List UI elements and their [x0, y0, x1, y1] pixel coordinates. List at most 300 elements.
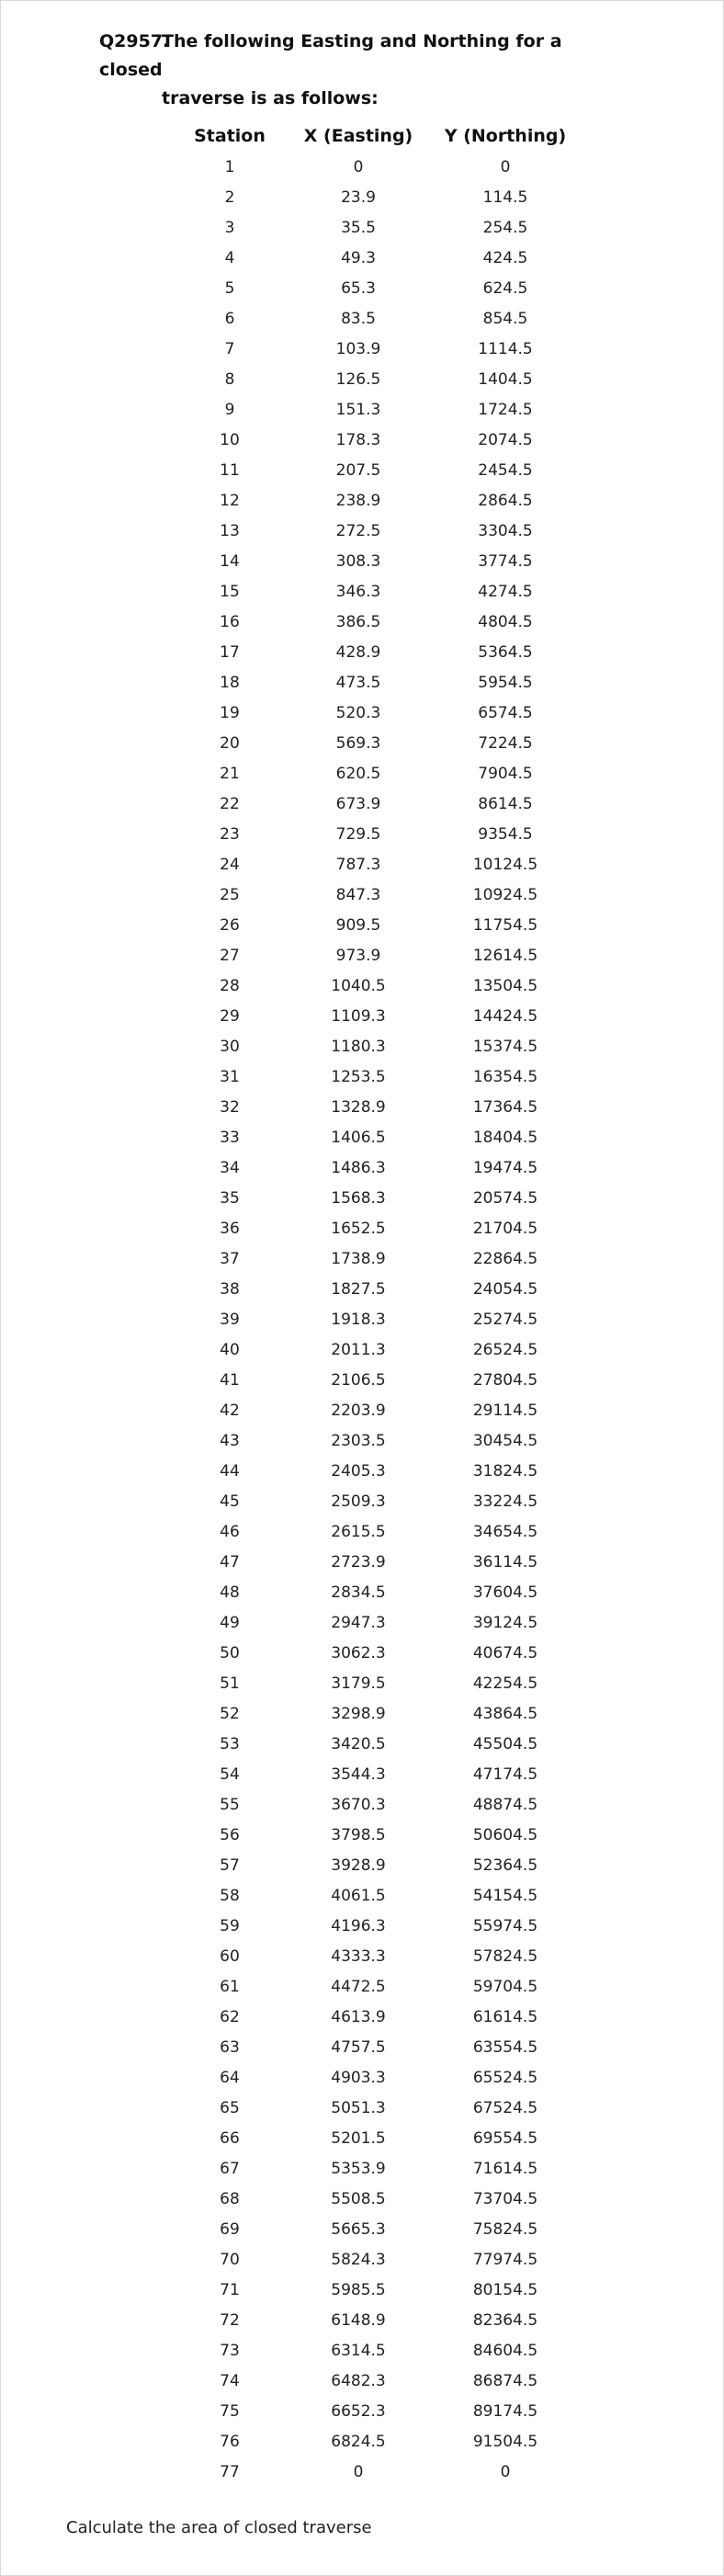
- station-cell: 45: [220, 1492, 240, 1511]
- table-row: [175, 244, 579, 274]
- easting-cell: 1109.3: [331, 1007, 386, 1026]
- question-number: Q2957.: [99, 31, 170, 51]
- easting-cell: 6652.3: [331, 2402, 386, 2421]
- northing-cell: 2454.5: [478, 461, 533, 480]
- table-row: [175, 1790, 579, 1821]
- northing-cell: 65524.5: [472, 2069, 538, 2087]
- station-cell: 26: [220, 916, 240, 935]
- table-row: [175, 1912, 579, 1942]
- station-cell: 19: [220, 704, 240, 722]
- northing-cell: 8614.5: [478, 795, 533, 813]
- northing-cell: 25274.5: [472, 1311, 538, 1329]
- northing-cell: 40674.5: [472, 1644, 538, 1662]
- northing-cell: 19474.5: [472, 1159, 538, 1177]
- table-row: [175, 1881, 579, 1912]
- station-cell: 4: [224, 249, 235, 267]
- table-row: [175, 1123, 579, 1153]
- question-text-line-1: The following Easting and Northing for a closed: [99, 31, 562, 80]
- northing-cell: 15374.5: [472, 1038, 538, 1056]
- station-cell: 76: [220, 2433, 240, 2451]
- easting-cell: 0: [353, 158, 364, 176]
- northing-cell: 3774.5: [478, 552, 533, 571]
- northing-cell: 31824.5: [472, 1462, 538, 1481]
- table-row: [175, 486, 579, 516]
- table-row: [175, 1214, 579, 1244]
- northing-cell: 854.5: [482, 310, 528, 328]
- station-cell: 43: [220, 1432, 240, 1450]
- northing-cell: 57824.5: [472, 1947, 538, 1966]
- northing-cell: 37604.5: [472, 1583, 538, 1602]
- table-row: [175, 1275, 579, 1305]
- table-row: [175, 577, 579, 607]
- northing-cell: 24054.5: [472, 1280, 538, 1299]
- station-cell: 54: [220, 1765, 240, 1784]
- station-cell: 13: [220, 522, 240, 540]
- station-cell: 25: [220, 886, 240, 904]
- station-cell: 66: [220, 2129, 240, 2148]
- easting-cell: 1652.5: [331, 1220, 386, 1238]
- table-row: [175, 365, 579, 395]
- northing-cell: 9354.5: [478, 825, 533, 844]
- northing-cell: 5954.5: [478, 674, 533, 692]
- station-cell: 14: [220, 552, 240, 571]
- station-cell: 77: [220, 2463, 240, 2481]
- easting-cell: 5508.5: [331, 2190, 386, 2208]
- easting-cell: 5985.5: [331, 2281, 386, 2299]
- station-cell: 38: [220, 1280, 240, 1299]
- easting-cell: 103.9: [335, 340, 381, 358]
- easting-cell: 1180.3: [331, 1038, 386, 1056]
- station-cell: 62: [220, 2008, 240, 2026]
- station-cell: 36: [220, 1220, 240, 1238]
- easting-cell: 520.3: [335, 704, 381, 722]
- northing-cell: 114.5: [482, 188, 528, 207]
- easting-cell: 2947.3: [331, 1614, 386, 1632]
- northing-cell: 11754.5: [472, 916, 538, 935]
- easting-cell: 1040.5: [331, 977, 386, 995]
- easting-cell: 3928.9: [331, 1856, 386, 1875]
- table-row: [175, 2063, 579, 2094]
- table-row: [175, 1730, 579, 1760]
- easting-cell: 3179.5: [331, 1674, 386, 1693]
- easting-cell: 2011.3: [331, 1341, 386, 1359]
- northing-cell: 16354.5: [472, 1068, 538, 1086]
- table-row: [175, 638, 579, 668]
- station-cell: 5: [224, 279, 235, 298]
- station-cell: 64: [220, 2069, 240, 2087]
- northing-cell: 5364.5: [478, 643, 533, 662]
- northing-cell: 7224.5: [478, 734, 533, 753]
- station-cell: 16: [220, 613, 240, 631]
- station-cell: 70: [220, 2251, 240, 2269]
- table-row: [175, 426, 579, 456]
- table-row: [175, 1487, 579, 1517]
- station-cell: 7: [224, 340, 235, 358]
- station-cell: 11: [220, 461, 240, 480]
- easting-cell: 1253.5: [331, 1068, 386, 1086]
- table-row: [175, 911, 579, 941]
- northing-cell: 61614.5: [472, 2008, 538, 2026]
- table-row: [175, 1062, 579, 1093]
- easting-cell: 126.5: [335, 370, 381, 389]
- station-cell: 20: [220, 734, 240, 753]
- station-cell: 65: [220, 2099, 240, 2117]
- easting-cell: 1918.3: [331, 1311, 386, 1329]
- northing-cell: 67524.5: [472, 2099, 538, 2117]
- easting-cell: 1328.9: [331, 1098, 386, 1117]
- easting-cell: 909.5: [335, 916, 381, 935]
- table-row: [175, 1335, 579, 1366]
- northing-cell: 43864.5: [472, 1705, 538, 1723]
- easting-cell: 847.3: [335, 886, 381, 904]
- northing-cell: 86874.5: [472, 2372, 538, 2390]
- easting-cell: 2615.5: [331, 1523, 386, 1541]
- table-row: [175, 153, 579, 183]
- northing-cell: 36114.5: [472, 1553, 538, 1572]
- station-cell: 42: [220, 1401, 240, 1420]
- northing-cell: 3304.5: [478, 522, 533, 540]
- easting-cell: 178.3: [335, 431, 381, 449]
- easting-cell: 272.5: [335, 522, 381, 540]
- station-cell: 63: [220, 2038, 240, 2057]
- easting-cell: 6824.5: [331, 2433, 386, 2451]
- easting-cell: 207.5: [335, 461, 381, 480]
- station-cell: 40: [220, 1341, 240, 1359]
- northing-cell: 82364.5: [472, 2311, 538, 2330]
- table-row: [175, 213, 579, 244]
- easting-cell: 308.3: [335, 552, 381, 571]
- northing-cell: 10924.5: [472, 886, 538, 904]
- easting-cell: 2303.5: [331, 1432, 386, 1450]
- northing-cell: 91504.5: [472, 2433, 538, 2451]
- table-row: [175, 2397, 579, 2427]
- table-row: [175, 1821, 579, 1851]
- easting-cell: 787.3: [335, 856, 381, 874]
- station-cell: 67: [220, 2160, 240, 2178]
- station-cell: 34: [220, 1159, 240, 1177]
- station-cell: 74: [220, 2372, 240, 2390]
- northing-cell: 89174.5: [472, 2402, 538, 2421]
- northing-cell: 1404.5: [478, 370, 533, 389]
- northing-cell: 39124.5: [472, 1614, 538, 1632]
- table-row: [175, 1457, 579, 1487]
- easting-cell: 5201.5: [331, 2129, 386, 2148]
- station-cell: 49: [220, 1614, 240, 1632]
- instruction-text: Calculate the area of closed traverse: [66, 2518, 372, 2537]
- northing-cell: 29114.5: [472, 1401, 538, 1420]
- northing-cell: 42254.5: [472, 1674, 538, 1693]
- table-row: [175, 2457, 579, 2488]
- station-cell: 6: [224, 310, 235, 328]
- easting-cell: 1568.3: [331, 1189, 386, 1208]
- easting-cell: 473.5: [335, 674, 381, 692]
- table-row: [175, 395, 579, 426]
- table-row: [175, 1608, 579, 1639]
- table-row: [175, 2215, 579, 2245]
- northing-cell: 69554.5: [472, 2129, 538, 2148]
- easting-cell: 5824.3: [331, 2251, 386, 2269]
- northing-cell: 0: [500, 158, 511, 176]
- easting-cell: 35.5: [341, 219, 376, 237]
- question-line-1: [99, 28, 614, 85]
- easting-cell: 151.3: [335, 401, 381, 419]
- station-cell: 61: [220, 1978, 240, 1996]
- easting-cell: 973.9: [335, 947, 381, 965]
- station-cell: 1: [224, 158, 235, 176]
- table-row: [175, 1578, 579, 1608]
- station-cell: 24: [220, 856, 240, 874]
- station-cell: 53: [220, 1735, 240, 1753]
- table-row: [175, 2427, 579, 2457]
- table-row: [175, 2245, 579, 2275]
- easting-cell: 5051.3: [331, 2099, 386, 2117]
- table-row: [175, 820, 579, 850]
- station-cell: 59: [220, 1917, 240, 1935]
- table-row: [175, 850, 579, 880]
- station-cell: 48: [220, 1583, 240, 1602]
- station-cell: 58: [220, 1887, 240, 1905]
- table-row: [175, 2184, 579, 2215]
- northing-cell: 4804.5: [478, 613, 533, 631]
- table-row: [175, 1517, 579, 1548]
- easting-cell: 65.3: [341, 279, 376, 298]
- station-cell: 15: [220, 583, 240, 601]
- table-row: [175, 1639, 579, 1669]
- station-cell: 46: [220, 1523, 240, 1541]
- easting-cell: 238.9: [335, 492, 381, 510]
- northing-cell: 624.5: [482, 279, 528, 298]
- easting-cell: 3798.5: [331, 1826, 386, 1844]
- station-cell: 69: [220, 2220, 240, 2239]
- easting-cell: 2405.3: [331, 1462, 386, 1481]
- northing-cell: 27804.5: [472, 1371, 538, 1390]
- station-cell: 55: [220, 1796, 240, 1814]
- northing-cell: 34654.5: [472, 1523, 538, 1541]
- table-row: [175, 1305, 579, 1335]
- table-row: [175, 1669, 579, 1699]
- northing-cell: 1724.5: [478, 401, 533, 419]
- table-row: [175, 547, 579, 577]
- northing-cell: 13504.5: [472, 977, 538, 995]
- easting-cell: 729.5: [335, 825, 381, 844]
- station-cell: 75: [220, 2402, 240, 2421]
- easting-cell: 569.3: [335, 734, 381, 753]
- station-cell: 21: [220, 765, 240, 783]
- easting-cell: 83.5: [341, 310, 376, 328]
- table-row: [175, 941, 579, 971]
- station-cell: 57: [220, 1856, 240, 1875]
- station-cell: 41: [220, 1371, 240, 1390]
- northing-cell: 45504.5: [472, 1735, 538, 1753]
- easting-cell: 4903.3: [331, 2069, 386, 2087]
- table-row: [175, 607, 579, 638]
- easting-cell: 4757.5: [331, 2038, 386, 2057]
- easting-cell: 2106.5: [331, 1371, 386, 1390]
- easting-cell: 620.5: [335, 765, 381, 783]
- station-cell: 52: [220, 1705, 240, 1723]
- northing-cell: 6574.5: [478, 704, 533, 722]
- table-row: [175, 2033, 579, 2063]
- easting-cell: 6482.3: [331, 2372, 386, 2390]
- easting-cell: 2509.3: [331, 1492, 386, 1511]
- northing-cell: 14424.5: [472, 1007, 538, 1026]
- northing-cell: 2074.5: [478, 431, 533, 449]
- station-cell: 28: [220, 977, 240, 995]
- table-row: [175, 1093, 579, 1123]
- station-cell: 12: [220, 492, 240, 510]
- northing-cell: 26524.5: [472, 1341, 538, 1359]
- easting-cell: 1406.5: [331, 1129, 386, 1147]
- station-cell: 60: [220, 1947, 240, 1966]
- table-row: [175, 698, 579, 729]
- northing-cell: 84604.5: [472, 2342, 538, 2360]
- northing-cell: 75824.5: [472, 2220, 538, 2239]
- northing-cell: 55974.5: [472, 1917, 538, 1935]
- table-row: [175, 1851, 579, 1881]
- easting-cell: 3298.9: [331, 1705, 386, 1723]
- station-cell: 3: [224, 219, 235, 237]
- northing-cell: 7904.5: [478, 765, 533, 783]
- table-row: [175, 1153, 579, 1184]
- station-cell: 10: [220, 431, 240, 449]
- table-row: [175, 2366, 579, 2397]
- easting-cell: 23.9: [341, 188, 376, 207]
- table-row: [175, 183, 579, 213]
- station-cell: 47: [220, 1553, 240, 1572]
- station-cell: 73: [220, 2342, 240, 2360]
- easting-cell: 5665.3: [331, 2220, 386, 2239]
- station-cell: 29: [220, 1007, 240, 1026]
- easting-cell: 3544.3: [331, 1765, 386, 1784]
- easting-cell: 4472.5: [331, 1978, 386, 1996]
- table-row: [175, 1032, 579, 1062]
- header-northing: Y (Northing): [444, 126, 567, 146]
- easting-cell: 0: [353, 2463, 364, 2481]
- northing-cell: 12614.5: [472, 947, 538, 965]
- easting-cell: 3062.3: [331, 1644, 386, 1662]
- northing-cell: 10124.5: [472, 856, 538, 874]
- easting-cell: 4061.5: [331, 1887, 386, 1905]
- easting-cell: 386.5: [335, 613, 381, 631]
- northing-cell: 4274.5: [478, 583, 533, 601]
- station-cell: 8: [224, 370, 235, 389]
- easting-cell: 1738.9: [331, 1250, 386, 1268]
- table-row: [175, 1366, 579, 1396]
- northing-cell: 254.5: [482, 219, 528, 237]
- header-station: Station: [194, 126, 266, 146]
- station-cell: 27: [220, 947, 240, 965]
- question-text-line-2: traverse is as follows:: [162, 88, 379, 108]
- station-cell: 68: [220, 2190, 240, 2208]
- easting-cell: 3670.3: [331, 1796, 386, 1814]
- northing-cell: 73704.5: [472, 2190, 538, 2208]
- northing-cell: 71614.5: [472, 2160, 538, 2178]
- station-cell: 31: [220, 1068, 240, 1086]
- northing-cell: 33224.5: [472, 1492, 538, 1511]
- easting-cell: 3420.5: [331, 1735, 386, 1753]
- table-row: [175, 1426, 579, 1457]
- station-cell: 51: [220, 1674, 240, 1693]
- table-row: [175, 516, 579, 547]
- easting-cell: 2723.9: [331, 1553, 386, 1572]
- northing-cell: 21704.5: [472, 1220, 538, 1238]
- northing-cell: 80154.5: [472, 2281, 538, 2299]
- question-header: [99, 28, 614, 113]
- northing-cell: 50604.5: [472, 1826, 538, 1844]
- table-row: [175, 2306, 579, 2336]
- station-cell: 33: [220, 1129, 240, 1147]
- table-row: [175, 880, 579, 911]
- northing-cell: 17364.5: [472, 1098, 538, 1117]
- table-row: [175, 729, 579, 759]
- table-body: [175, 153, 579, 2488]
- northing-cell: 424.5: [482, 249, 528, 267]
- table-row: [175, 1699, 579, 1730]
- station-cell: 32: [220, 1098, 240, 1117]
- table-row: [175, 1942, 579, 1972]
- table-row: [175, 789, 579, 820]
- station-cell: 37: [220, 1250, 240, 1268]
- easting-cell: 1827.5: [331, 1280, 386, 1299]
- table-row: [175, 2124, 579, 2154]
- easting-cell: 6314.5: [331, 2342, 386, 2360]
- station-cell: 50: [220, 1644, 240, 1662]
- station-cell: 18: [220, 674, 240, 692]
- easting-cell: 5353.9: [331, 2160, 386, 2178]
- easting-cell: 4333.3: [331, 1947, 386, 1966]
- easting-cell: 1486.3: [331, 1159, 386, 1177]
- traverse-table: [175, 119, 579, 2488]
- table-row: [175, 304, 579, 335]
- station-cell: 9: [224, 401, 235, 419]
- northing-cell: 59704.5: [472, 1978, 538, 1996]
- table-row: [175, 2154, 579, 2184]
- table-row: [175, 1244, 579, 1275]
- table-row: [175, 2336, 579, 2366]
- table-row: [175, 1184, 579, 1214]
- northing-cell: 63554.5: [472, 2038, 538, 2057]
- station-cell: 56: [220, 1826, 240, 1844]
- northing-cell: 77974.5: [472, 2251, 538, 2269]
- station-cell: 71: [220, 2281, 240, 2299]
- header-easting: X (Easting): [303, 126, 413, 146]
- station-cell: 44: [220, 1462, 240, 1481]
- table-header-row: [175, 119, 579, 153]
- northing-cell: 0: [500, 2463, 511, 2481]
- station-cell: 2: [224, 188, 235, 207]
- station-cell: 72: [220, 2311, 240, 2330]
- easting-cell: 6148.9: [331, 2311, 386, 2330]
- easting-cell: 2834.5: [331, 1583, 386, 1602]
- northing-cell: 30454.5: [472, 1432, 538, 1450]
- table-row: [175, 1396, 579, 1426]
- table-row: [175, 971, 579, 1002]
- station-cell: 35: [220, 1189, 240, 1208]
- easting-cell: 428.9: [335, 643, 381, 662]
- northing-cell: 48874.5: [472, 1796, 538, 1814]
- table-row: [175, 2094, 579, 2124]
- station-cell: 23: [220, 825, 240, 844]
- table-row: [175, 2275, 579, 2306]
- table-row: [175, 2003, 579, 2033]
- station-cell: 17: [220, 643, 240, 662]
- table-row: [175, 456, 579, 486]
- northing-cell: 52364.5: [472, 1856, 538, 1875]
- table-row: [175, 1760, 579, 1790]
- northing-cell: 18404.5: [472, 1129, 538, 1147]
- easting-cell: 346.3: [335, 583, 381, 601]
- table-row: [175, 759, 579, 789]
